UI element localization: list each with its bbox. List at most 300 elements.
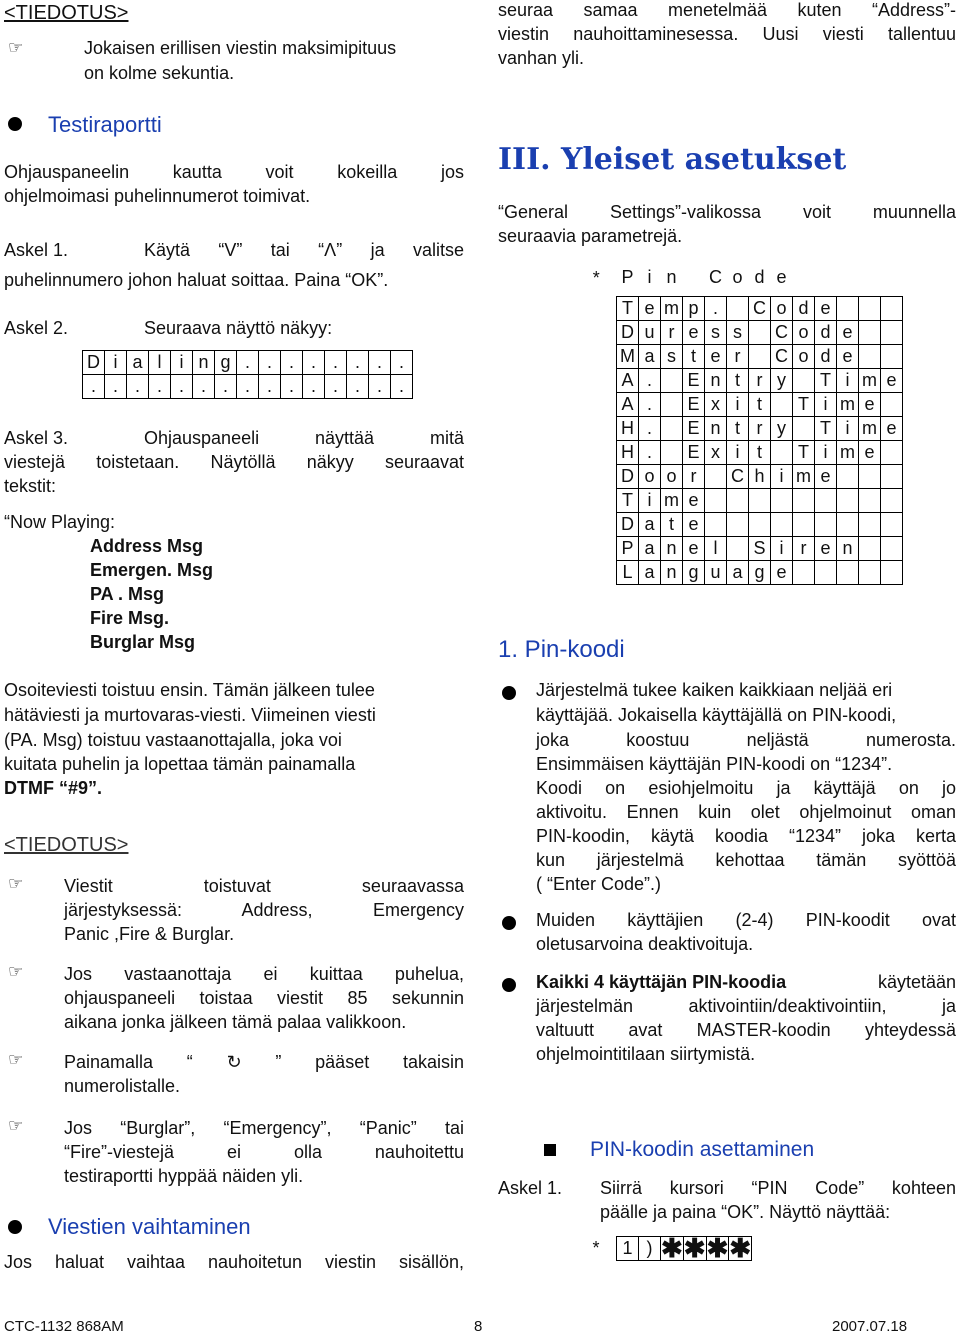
pin-step1-label: Askel 1.	[498, 1178, 563, 1198]
menu-cell	[837, 296, 859, 320]
square-bullet-icon	[544, 1144, 556, 1156]
menu-cell: e	[683, 320, 705, 344]
menu-cell	[859, 464, 881, 488]
b3-line3: valtuutt avat MASTER-koodin yhteydessä	[536, 1020, 956, 1040]
note2c-line1: Painamalla “ ↻ ” pääset takaisin	[64, 1052, 464, 1072]
menu-cell: .	[705, 296, 727, 320]
menu-cell: m	[837, 392, 859, 416]
pin-cell: *	[592, 1238, 600, 1258]
menu-cell: t	[727, 416, 749, 440]
menu-cell: i	[837, 368, 859, 392]
menu-cell: m	[837, 440, 859, 464]
msg-pa: PA . Msg	[90, 584, 165, 604]
bullet-icon	[8, 117, 22, 131]
lcd-cell: .	[369, 351, 391, 375]
menu-cell	[881, 488, 903, 512]
menu-cell	[837, 260, 859, 296]
step2-label: Askel 2.	[4, 318, 69, 338]
intro-line1: Ohjauspaneelin kautta voit kokeilla jos	[4, 162, 464, 182]
b2-line1: Muiden käyttäjien (2-4) PIN-koodit ovat	[536, 910, 956, 930]
menu-cell	[793, 260, 815, 296]
pointing-hand-icon: ☞	[8, 1116, 24, 1136]
menu-cell: i	[727, 392, 749, 416]
menu-cell: u	[639, 320, 661, 344]
now-playing: “Now Playing:	[4, 512, 116, 532]
menu-cell: h	[749, 464, 771, 488]
note1-line1: Jokaisen erillisen viestin maksimipituus	[84, 38, 397, 58]
note2-title: <TIEDOTUS>	[4, 834, 129, 856]
msg-fire: Fire Msg.	[90, 608, 170, 628]
menu-cell	[881, 344, 903, 368]
lcd-cell: i	[171, 351, 193, 375]
menu-cell: n	[705, 416, 727, 440]
menu-cell: e	[837, 344, 859, 368]
menu-cell	[881, 296, 903, 320]
lcd-cell: .	[347, 351, 369, 375]
pin-step1-line2: päälle ja paina “OK”. Näyttö näyttää:	[600, 1202, 891, 1222]
menu-cell: m	[859, 368, 881, 392]
menu-cell: g	[749, 560, 771, 584]
para1-line4: kuitata puhelin ja lopettaa tämän painamalla	[4, 754, 356, 774]
note2d-line1: Jos “Burglar”, “Emergency”, “Panic” tai	[64, 1118, 464, 1138]
para1-line1: Osoiteviesti toistuu ensin. Tämän jälkeen tulee	[4, 680, 375, 700]
lcd-cell: .	[149, 375, 171, 399]
step1-line1: Käytä “V” tai “Λ” ja valitse	[144, 240, 464, 260]
menu-cell: d	[815, 344, 837, 368]
lcd-cell: .	[369, 375, 391, 399]
msg-emergency: Emergen. Msg	[90, 560, 214, 580]
menu-row	[576, 416, 903, 440]
pin-heading: 1. Pin-koodi	[498, 636, 625, 663]
lcd-cell: .	[105, 375, 127, 399]
menu-cursor-cell	[576, 416, 617, 440]
b2-line2: oletusarvoina deaktivoituja.	[536, 934, 754, 954]
menu-cell	[859, 560, 881, 584]
top-line3: vanhan yli.	[498, 48, 585, 68]
menu-cell: o	[639, 464, 661, 488]
menu-row	[576, 488, 903, 512]
menu-cell: r	[749, 368, 771, 392]
testiraportti-heading: Testiraportti	[48, 112, 162, 137]
menu-cell	[793, 560, 815, 584]
menu-cell: D	[617, 512, 639, 536]
lcd-cell: .	[127, 375, 149, 399]
b1-line2: käyttäjää. Jokaisella käyttäjällä on PIN-koodi,	[536, 705, 897, 725]
menu-cell	[881, 320, 903, 344]
menu-cell: y	[771, 368, 793, 392]
pointing-hand-icon: ☞	[8, 38, 24, 58]
menu-cell: e	[859, 392, 881, 416]
lcd-cell: .	[83, 375, 105, 399]
menu-cell: e	[837, 320, 859, 344]
menu-row	[576, 536, 903, 560]
menu-cell: t	[727, 368, 749, 392]
menu-cell: a	[727, 560, 749, 584]
menu-cursor-cell	[576, 296, 617, 320]
menu-cell	[705, 464, 727, 488]
menu-cell: E	[683, 440, 705, 464]
b1-line7: PIN-koodin, käytä koodia “1234” joka kerta	[536, 826, 956, 846]
viestien-heading: Viestien vaihtaminen	[48, 1214, 251, 1239]
step3-label: Askel 3.	[4, 428, 69, 448]
menu-cell: T	[617, 488, 639, 512]
lcd-cell: .	[325, 351, 347, 375]
menu-cell: e	[683, 512, 705, 536]
menu-cell	[815, 560, 837, 584]
b1-line5: Koodi on esiohjelmoitu ja käyttäjä on jo	[536, 778, 956, 798]
menu-cell: g	[683, 560, 705, 584]
menu-cell	[859, 512, 881, 536]
pin-set-heading: PIN-koodin asettaminen	[590, 1138, 815, 1161]
menu-cell: i	[771, 536, 793, 560]
menu-cell: D	[617, 464, 639, 488]
lcd-cell: l	[149, 351, 171, 375]
step2-text: Seuraava näyttö näkyy:	[144, 318, 333, 338]
gs-line2: seuraavia parametrejä.	[498, 226, 683, 246]
menu-cell	[705, 512, 727, 536]
para1-line5: DTMF “#9”.	[4, 778, 103, 798]
menu-row	[576, 320, 903, 344]
para1-line3: (PA. Msg) toistuu vastaanottajalla, joka voi	[4, 730, 342, 750]
menu-cell	[859, 488, 881, 512]
menu-cursor-cell	[576, 320, 617, 344]
menu-cell: e	[815, 296, 837, 320]
menu-cell: C	[727, 464, 749, 488]
menu-cell: P	[617, 536, 639, 560]
menu-cell: r	[749, 416, 771, 440]
b1-line3: joka koostuu neljästä numerosta.	[536, 730, 956, 750]
footer-page-number: 8	[474, 1318, 483, 1335]
menu-cell: .	[639, 392, 661, 416]
menu-cell	[705, 488, 727, 512]
note2a-line1: Viestit toistuvat seuraavassa	[64, 876, 464, 896]
menu-cell	[661, 392, 683, 416]
menu-row	[576, 392, 903, 416]
menu-cell: e	[771, 560, 793, 584]
menu-cell	[859, 296, 881, 320]
menu-cell	[683, 260, 705, 296]
bullet-icon	[502, 916, 516, 930]
pin-cell: ✱	[683, 1233, 706, 1263]
menu-cell: C	[771, 344, 793, 368]
menu-cursor-cell	[576, 344, 617, 368]
menu-cursor-cell: *	[592, 267, 600, 288]
menu-cell	[815, 260, 837, 296]
menu-cell: e	[881, 416, 903, 440]
menu-cell: e	[881, 368, 903, 392]
menu-cell: E	[683, 368, 705, 392]
menu-cell	[749, 344, 771, 368]
menu-cell	[815, 488, 837, 512]
lcd-cell: D	[83, 351, 105, 375]
menu-cell	[837, 512, 859, 536]
menu-cell	[859, 344, 881, 368]
menu-cell: t	[749, 440, 771, 464]
menu-cell: t	[661, 512, 683, 536]
menu-cell	[837, 560, 859, 584]
pin-cell: ✱	[706, 1233, 729, 1263]
menu-cell: T	[815, 368, 837, 392]
menu-cell: C	[771, 320, 793, 344]
lcd-cell: n	[193, 351, 215, 375]
menu-cell	[793, 512, 815, 536]
menu-cell: n	[837, 536, 859, 560]
menu-cell	[881, 440, 903, 464]
lcd-cell: .	[281, 351, 303, 375]
menu-cell: P	[617, 260, 639, 296]
note2a-line3: Panic ,Fire & Burglar.	[64, 924, 235, 944]
pin-entry-grid	[576, 1233, 752, 1263]
menu-cell: T	[793, 440, 815, 464]
last-line: Jos haluat vaihtaa nauhoitetun viestin sisällön,	[4, 1252, 464, 1272]
intro-line2: ohjelmoimasi puhelinnumerot toimivat.	[4, 186, 311, 206]
menu-cell: m	[661, 488, 683, 512]
lcd-cell: .	[259, 351, 281, 375]
b1-line4-text: Ensimmäisen käyttäjän PIN-koodi on “1234”.	[536, 754, 893, 774]
menu-cell: d	[793, 296, 815, 320]
menu-row	[576, 464, 903, 488]
menu-cell	[771, 440, 793, 464]
lcd-cell: a	[127, 351, 149, 375]
b3-line2: järjestelmän aktivointiin/deaktivointiin, ja	[536, 996, 956, 1016]
menu-cell: o	[793, 320, 815, 344]
bullet-icon	[8, 1220, 22, 1234]
pin-cell: )	[639, 1237, 661, 1261]
menu-cell: o	[727, 260, 749, 296]
menu-row	[576, 260, 903, 296]
lcd-cell: .	[391, 375, 413, 399]
note2b-line1: Jos vastaanottaja ei kuittaa puhelua,	[64, 964, 464, 984]
menu-cell	[837, 488, 859, 512]
menu-cell: o	[771, 296, 793, 320]
menu-cell: s	[727, 320, 749, 344]
menu-cell	[749, 512, 771, 536]
lcd-cell: .	[171, 375, 193, 399]
menu-cell: e	[771, 260, 793, 296]
step3-line3: tekstit:	[4, 476, 57, 496]
note2b-line2: ohjauspaneeli toistaa viestit 85 sekunnin	[64, 988, 464, 1008]
menu-cell: T	[793, 392, 815, 416]
menu-cell: e	[683, 488, 705, 512]
b1-line4	[536, 754, 892, 775]
lcd-cell: .	[237, 375, 259, 399]
menu-row	[576, 368, 903, 392]
menu-cell: S	[749, 536, 771, 560]
menu-row	[576, 296, 903, 320]
b3-line4: ohjelmointitilaan siirtymistä.	[536, 1044, 756, 1064]
note1-title: <TIEDOTUS>	[4, 2, 129, 24]
gs-line1: “General Settings”-valikossa voit muunnella	[498, 202, 956, 222]
step3-line1: Ohjauspaneeli näyttää mitä	[144, 428, 464, 448]
pointing-hand-icon: ☞	[8, 1050, 24, 1070]
pin-cell: 1	[617, 1237, 639, 1261]
menu-cell: r	[661, 320, 683, 344]
menu-cell	[881, 536, 903, 560]
menu-cell: .	[639, 416, 661, 440]
b3-line1-bold: Kaikki 4 käyttäjän PIN-koodia	[536, 972, 787, 992]
menu-cell: i	[727, 440, 749, 464]
menu-cell: M	[617, 344, 639, 368]
menu-cell	[727, 488, 749, 512]
menu-cell	[859, 320, 881, 344]
menu-cell: r	[727, 344, 749, 368]
menu-cell: e	[859, 440, 881, 464]
b1-line6: aktivoitu. Ennen kuin olet ohjelmoinut oman	[536, 802, 956, 822]
menu-cell: i	[639, 260, 661, 296]
menu-cursor-cell	[576, 464, 617, 488]
menu-cell	[727, 296, 749, 320]
pointing-hand-icon: ☞	[8, 962, 24, 982]
menu-row	[576, 560, 903, 584]
pin-cell: ✱	[661, 1233, 683, 1263]
lcd-cell: .	[325, 375, 347, 399]
pin-cell: ✱	[729, 1233, 752, 1263]
menu-cell	[727, 536, 749, 560]
menu-cell: x	[705, 440, 727, 464]
menu-cell: A	[617, 392, 639, 416]
lcd-dialing-display	[82, 350, 413, 399]
menu-cell	[749, 488, 771, 512]
menu-cell	[771, 512, 793, 536]
menu-cell: e	[815, 464, 837, 488]
menu-cell	[881, 260, 903, 296]
menu-cell	[881, 392, 903, 416]
menu-cell: i	[815, 392, 837, 416]
lcd-cell: .	[391, 351, 413, 375]
lcd-cell: .	[303, 375, 325, 399]
menu-cell: e	[815, 536, 837, 560]
lcd-cell: .	[193, 375, 215, 399]
step3-line2: viestejä toistetaan. Näytöllä näkyy seuraavat	[4, 452, 464, 472]
menu-cell: e	[683, 536, 705, 560]
b1-line1: Järjestelmä tukee kaiken kaikkiaan neljää eri	[536, 680, 893, 700]
pin-step1-line1: Siirrä kursori “PIN Code” kohteen	[600, 1178, 956, 1198]
note1-line2: on kolme sekuntia.	[84, 63, 235, 83]
para1-line2: hätäviesti ja murtovaras-viesti. Viimeinen viesti	[4, 705, 376, 725]
menu-cell	[859, 536, 881, 560]
menu-cell: C	[749, 296, 771, 320]
menu-cell: .	[639, 368, 661, 392]
menu-cursor-cell	[576, 392, 617, 416]
menu-cell: m	[661, 296, 683, 320]
menu-cursor-cell	[576, 368, 617, 392]
menu-cell: o	[661, 464, 683, 488]
top-line2: viestin nauhoittaminesessa. Uusi viesti tallentuu	[498, 24, 956, 44]
menu-cell: e	[705, 344, 727, 368]
lcd-cell: g	[215, 351, 237, 375]
menu-cell: t	[749, 392, 771, 416]
note2b-line3: aikana jonka jälkeen tämä palaa valikkoon.	[64, 1012, 407, 1032]
menu-row	[576, 440, 903, 464]
menu-cell: a	[639, 512, 661, 536]
menu-cell: s	[705, 320, 727, 344]
menu-cell	[881, 560, 903, 584]
menu-cell: H	[617, 440, 639, 464]
menu-cell	[661, 440, 683, 464]
top-line1: seuraa samaa menetelmää kuten “Address”-	[498, 0, 956, 20]
menu-cell: a	[639, 536, 661, 560]
menu-cell: y	[771, 416, 793, 440]
step1-label: Askel 1.	[4, 240, 69, 260]
footer-date: 2007.07.18	[832, 1318, 908, 1335]
menu-cell: r	[793, 536, 815, 560]
lcd-cell: .	[237, 351, 259, 375]
b3-line1	[536, 972, 956, 993]
menu-cursor-cell	[576, 440, 617, 464]
menu-cell: E	[683, 416, 705, 440]
menu-cell: L	[617, 560, 639, 584]
menu-cell: i	[837, 416, 859, 440]
lcd-cell: .	[303, 351, 325, 375]
b1-line9: ( “Enter Code”.)	[536, 874, 662, 894]
lcd-cell: i	[105, 351, 127, 375]
menu-cell: i	[639, 488, 661, 512]
section-heading: III. Yleiset asetukset	[498, 142, 847, 177]
menu-cell	[749, 320, 771, 344]
menu-cell	[793, 368, 815, 392]
menu-cell: s	[661, 344, 683, 368]
menu-cell: m	[859, 416, 881, 440]
lcd-cell: .	[281, 375, 303, 399]
menu-cell: E	[683, 392, 705, 416]
lcd-cell: .	[215, 375, 237, 399]
menu-cell: u	[705, 560, 727, 584]
menu-row	[576, 512, 903, 536]
menu-cell: l	[705, 536, 727, 560]
menu-cell: p	[683, 296, 705, 320]
msg-burglar: Burglar Msg	[90, 632, 196, 652]
menu-cell: i	[815, 440, 837, 464]
menu-cell: r	[683, 464, 705, 488]
note2c-line2: numerolistalle.	[64, 1076, 181, 1096]
msg-address: Address Msg	[90, 536, 204, 556]
menu-cell: x	[705, 392, 727, 416]
pointing-hand-icon: ☞	[8, 874, 24, 894]
menu-cell	[771, 488, 793, 512]
bullet-icon	[502, 686, 516, 700]
menu-cursor-cell	[576, 560, 617, 584]
menu-cell: e	[639, 296, 661, 320]
step1-line2: puhelinnumero johon haluat soittaa. Paina “OK”.	[4, 270, 389, 290]
menu-cell	[771, 392, 793, 416]
menu-cell: o	[793, 344, 815, 368]
menu-row	[576, 344, 903, 368]
menu-cell: .	[639, 440, 661, 464]
menu-cell	[837, 464, 859, 488]
menu-cell	[793, 488, 815, 512]
lcd-cell: .	[347, 375, 369, 399]
menu-cell: A	[617, 368, 639, 392]
menu-cell: a	[639, 560, 661, 584]
b3-line1-rest: käytetään	[877, 972, 956, 992]
lcd-cell: .	[259, 375, 281, 399]
menu-cell: T	[617, 296, 639, 320]
menu-cell	[727, 512, 749, 536]
menu-cell	[815, 512, 837, 536]
menu-cell: n	[705, 368, 727, 392]
menu-cursor-cell	[576, 512, 617, 536]
menu-cursor-cell	[576, 536, 617, 560]
note2d-line3: testiraportti hyppää näiden yli.	[64, 1166, 304, 1186]
note2a-line2: järjestyksessä: Address, Emergency	[64, 900, 464, 920]
menu-cell	[881, 512, 903, 536]
menu-cell: T	[815, 416, 837, 440]
menu-cell: D	[617, 320, 639, 344]
menu-cell	[661, 416, 683, 440]
footer-doc-code: CTC-1132 868AM	[4, 1318, 124, 1335]
menu-cell: t	[683, 344, 705, 368]
note2d-line2: “Fire”-viestejä ei olla nauhoitettu	[64, 1142, 464, 1162]
